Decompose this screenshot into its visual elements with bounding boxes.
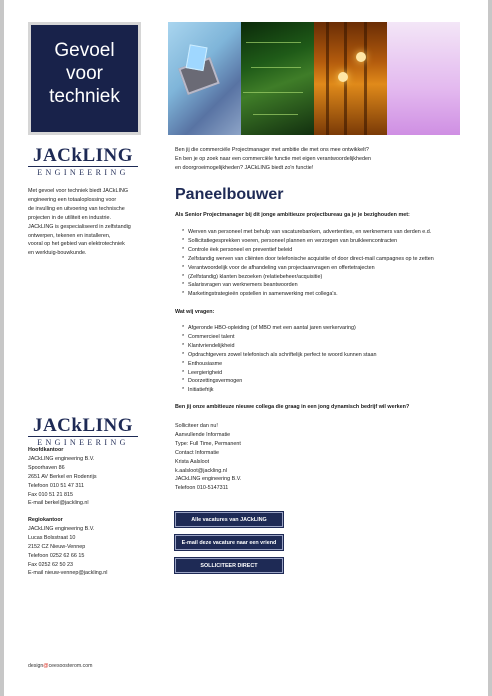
regional-office-address <box>28 516 158 578</box>
address-line: Spoorhaven 86 <box>28 464 65 471</box>
page-border-left <box>0 0 4 696</box>
apply-line: Aanvullende Informatie <box>175 431 231 438</box>
requirements-list <box>178 324 468 395</box>
hero-title-line: techniek <box>49 86 120 107</box>
list-item: * (Zelfstandig) klanten bezoeken (relatiebeheer/acquisitie) <box>178 273 468 282</box>
address-line: Fax 0252 62 50 23 <box>28 561 73 568</box>
email-link[interactable]: E-mail nieuw-vennep@jackling.nl <box>28 570 108 577</box>
list-item: * Enthousiasme <box>178 360 468 369</box>
apply-now-button[interactable]: SOLLICITEER DIRECT <box>175 558 283 573</box>
company-intro-line: Met gevoel voor techniek biedt JACkLING <box>28 188 129 194</box>
logo-name: JACkLING <box>32 145 134 166</box>
abstract-lilac-photo <box>387 22 460 135</box>
page-border-right <box>488 0 492 696</box>
requirements-heading: Wat wij vragen: <box>175 309 215 315</box>
job-lead: Als Senior Projectmanager bij dit jonge ambitieuze projectbureau ga je je bezighouden met: <box>175 212 410 218</box>
intro-line: Ben jij die commerciële Projectmanager met ambitie die met ons mee ontwikkelt? <box>175 147 369 153</box>
logo-tagline: ENGINEERING <box>28 436 138 447</box>
address-line: 2651 AV Berkel en Rodenrijs <box>28 473 97 480</box>
email-link[interactable]: E-mail berkel@jackling.nl <box>28 500 89 507</box>
task-list <box>178 228 468 299</box>
contact-name: Krista Aalsloot <box>175 458 210 465</box>
chip-photo <box>168 22 241 135</box>
list-item: * Opdrachtgevers zowel telefonisch als schriftelijk perfect te woord kunnen staan <box>178 351 468 360</box>
contact-phone: Telefoon 010-5147311 <box>175 485 229 492</box>
intro-line: En ben je op zoek naar een commerciële functie met eigen verantwoordelijkheden <box>175 155 371 162</box>
design-credit[interactable] <box>28 663 92 669</box>
list-item: * Initiatiefrijk <box>178 386 468 395</box>
industrial-plant-photo <box>314 22 387 135</box>
list-item: * Doorzettingsvermogen <box>178 377 468 386</box>
company-logo-footer <box>28 416 138 447</box>
logo-tagline: ENGINEERING <box>28 166 138 177</box>
list-item: * Leergierigheid <box>178 369 468 378</box>
apply-line: Type: Full Time, Permanent <box>175 440 241 447</box>
office-heading: Hoofdkantoor <box>28 447 64 453</box>
hero-title-line: Gevoel <box>54 40 115 61</box>
company-logo <box>28 146 138 177</box>
company-intro-line: projecten in de utiliteit en industrie. <box>28 214 112 221</box>
company-intro-line: de invulling en uitvoering van technische <box>28 205 125 212</box>
hero-title-line: voor <box>66 63 103 84</box>
all-vacancies-button[interactable]: Alle vacatures van JACkLING <box>175 512 283 527</box>
apply-line: JACkLING engineering B.V. <box>175 476 242 483</box>
company-intro-line: engineering een totaaloplossing voor <box>28 196 117 203</box>
contact-email-link[interactable]: k.aalsloot@jackling.nl <box>175 467 227 474</box>
address-line: Telefoon 0252 62 66 15 <box>28 552 85 559</box>
logo-name: JACkLING <box>32 415 134 436</box>
list-item: * Sollicitatiegesprekken voeren, personeel plannen en verzorgen van bruikleencontracten <box>178 237 468 246</box>
office-heading: Regiokantoor <box>28 517 63 523</box>
list-item: * Werven van personeel met behulp van vacaturebanken, advertenties, en werknemers van derden e.d. <box>178 228 468 237</box>
company-intro-line: en werktuig-bouwkunde. <box>28 250 87 257</box>
credit-at-sign: @ <box>43 663 49 669</box>
chip-icon <box>178 57 220 95</box>
address-line: Lucas Bolsstraat 10 <box>28 534 76 541</box>
head-office-address <box>28 446 158 508</box>
hero-title-box <box>28 22 141 135</box>
company-intro-text <box>28 187 153 258</box>
company-intro-line: vooral op het gebied van elektrotechniek <box>28 241 125 248</box>
circuit-board-photo <box>241 22 314 135</box>
application-info <box>175 422 375 493</box>
job-title: Paneelbouwer <box>175 186 284 203</box>
address-line: Telefoon 010 51 47 311 <box>28 482 84 489</box>
address-line: JACkLING engineering B.V. <box>28 525 95 532</box>
company-intro-line: JACkLING is gespecialiseerd in zelfstandig <box>28 223 131 230</box>
apply-line: Solliciteer dan nu! <box>175 423 218 429</box>
list-item: * Klantvriendelijkheid <box>178 342 468 351</box>
address-line: 2152 CZ Nieuw-Vennep <box>28 543 86 550</box>
closing-question: Ben jij onze ambitieuze nieuwe collega die graag in een jong dynamisch bedrijf wil werken? <box>175 404 410 410</box>
credit-text: design <box>28 663 44 669</box>
apply-line: Contact Informatie <box>175 449 220 456</box>
list-item: * Commercieel talent <box>178 333 468 342</box>
list-item: * Verantwoordelijk voor de afhandeling van projectaanvragen en offertetrajecten <box>178 264 468 273</box>
list-item: * Salarisvragen van werknemers beantwoorden <box>178 281 468 290</box>
email-friend-button[interactable]: E-mail deze vacature naar een vriend <box>175 535 283 550</box>
company-intro-line: ontwerpen, tekenen en installeren, <box>28 232 111 239</box>
list-item: * Marketingstrategieën opstellen in samenwerking met collega's. <box>178 290 468 299</box>
list-item: * Controle ëek personeel en preventief beleid <box>178 246 468 255</box>
hero-title <box>31 25 138 108</box>
intro-question-text <box>175 146 465 173</box>
list-item: * Afgeronde HBO-opleiding (of MBO met een aantal jaren werkervaring) <box>178 324 468 333</box>
credit-text: ceesoosterom.com <box>48 663 93 669</box>
address-line: JACkLING engineering B.V. <box>28 455 95 462</box>
header-photo-strip <box>168 22 460 135</box>
intro-line: en doorgroeimogelijkheden? JACkLING biedt zo'n functie! <box>175 164 314 171</box>
address-line: Fax 010 51 21 815 <box>28 491 73 498</box>
list-item: * Zelfstandig werven van cliënten door telefonische acquisitie of door direct-mail campagnes op te zetten <box>178 255 468 264</box>
